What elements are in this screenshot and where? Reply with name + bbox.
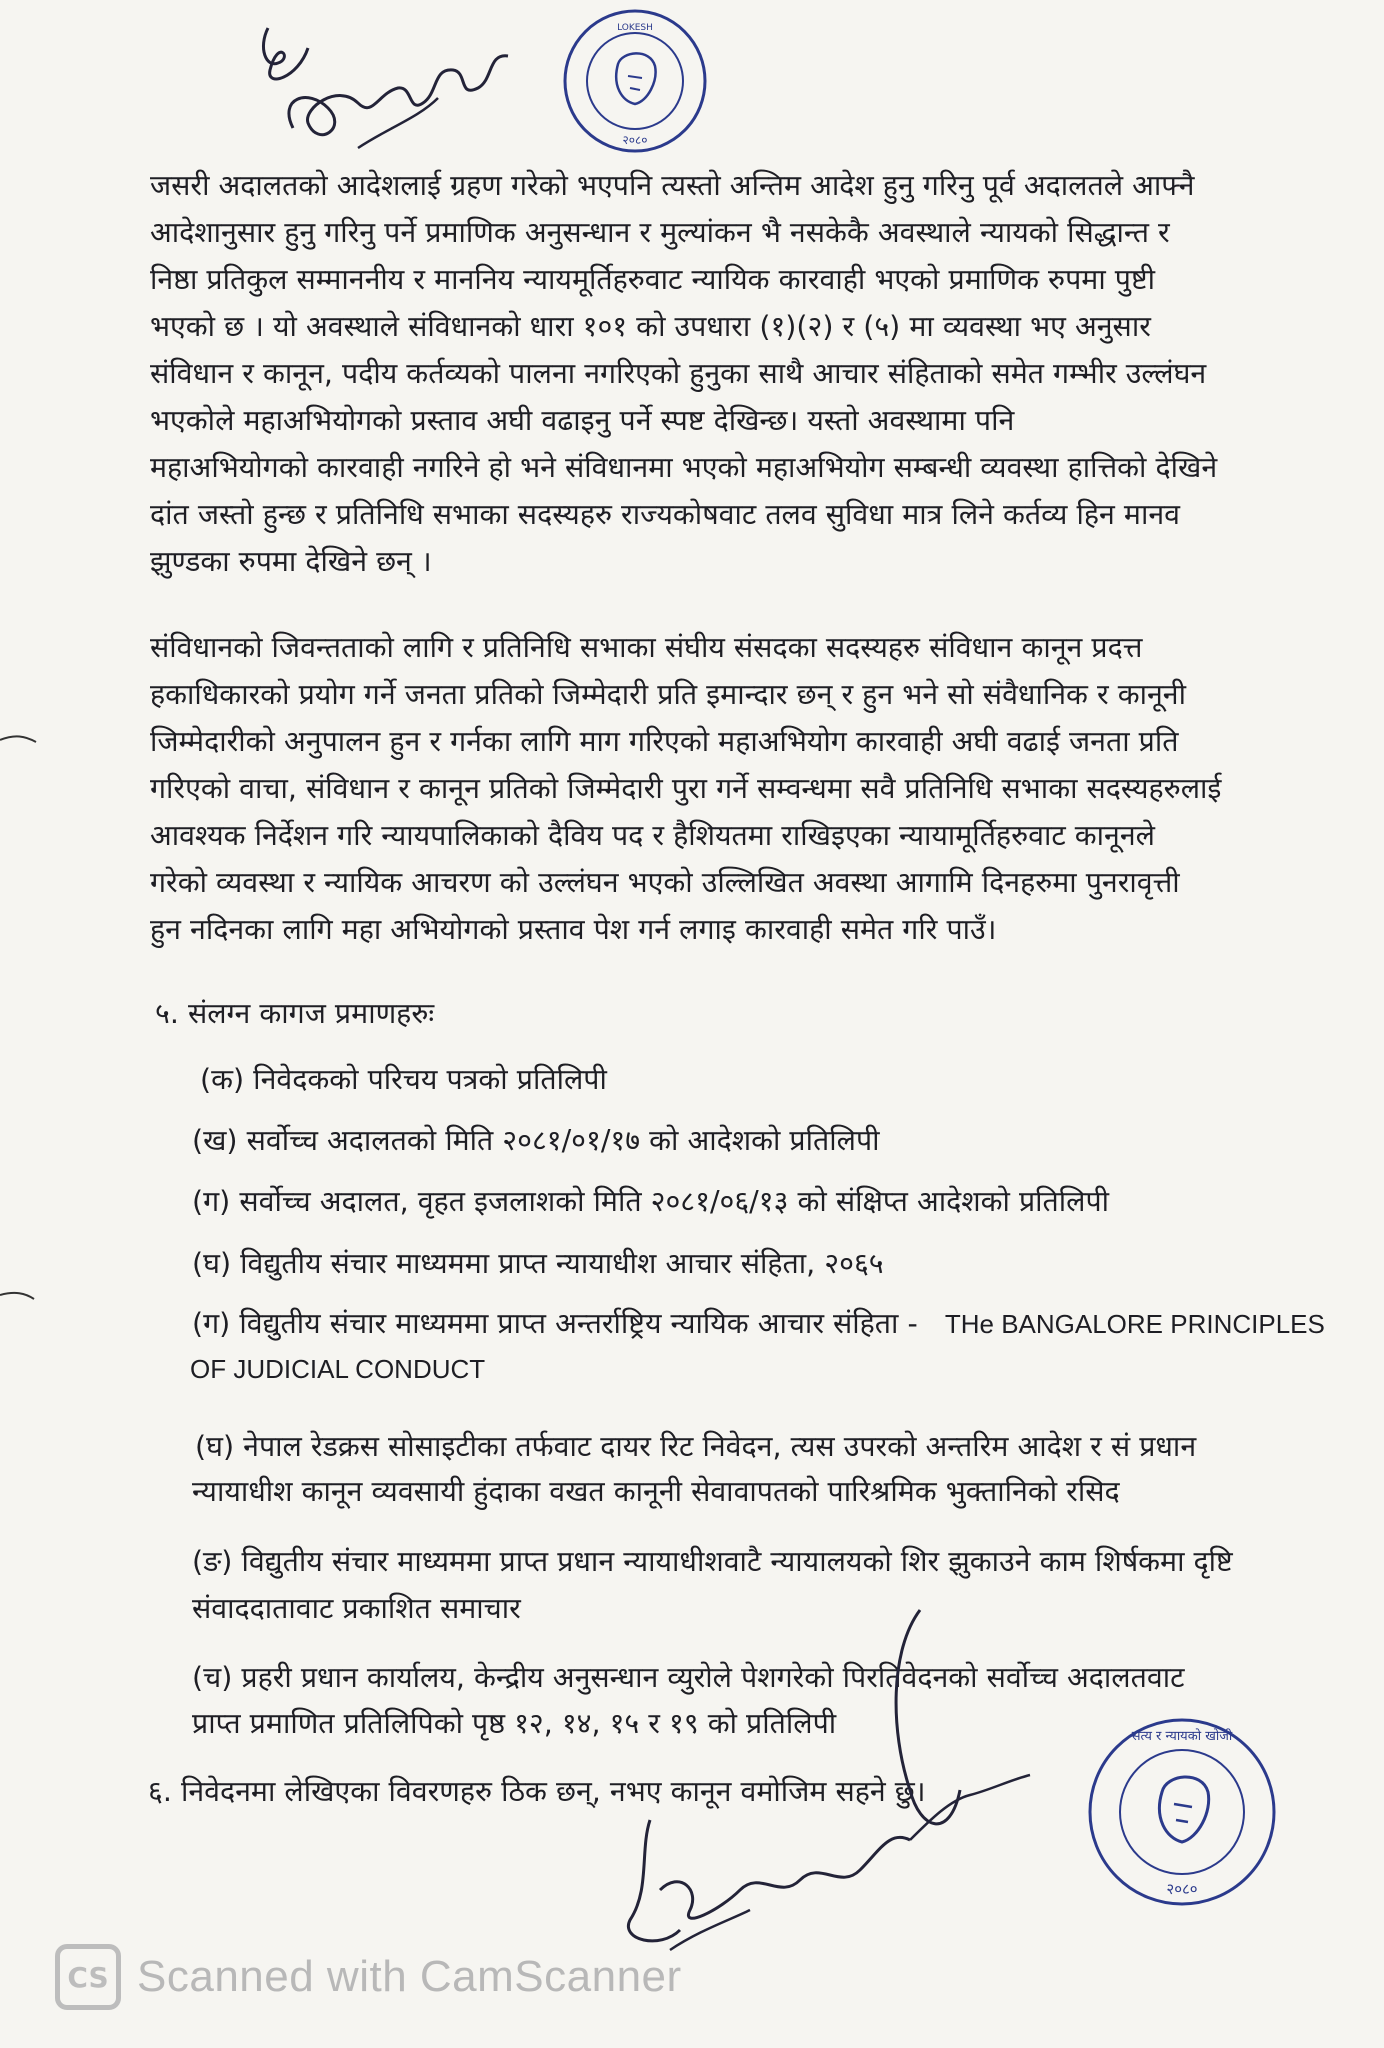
paragraph-1-line: महाअभियोगको कारवाही नगरिने हो भने संविधानमा भएको महाअभियोग सम्बन्धी व्यवस्था हात्तिको देखिने — [150, 451, 1218, 484]
paragraph-2-line: संविधानको जिवन्तताको लागि र प्रतिनिधि सभाका संघीय संसदका सदस्यहरु संविधान कानून प्रदत्त — [150, 631, 1143, 664]
camscanner-watermark-text: Scanned with CamScanner — [137, 1952, 682, 2001]
attachment-ga-2-nepali: (ग) विद्युतीय संचार माध्यममा प्राप्त अन्तर्राष्ट्रिय न्यायिक आचार संहिता - — [192, 1307, 918, 1340]
paragraph-1-line: निष्ठा प्रतिकुल सम्माननीय र माननिय न्यायमूर्तिहरुवाट न्यायिक कारवाही भएको प्रमाणिक रुपमा पुष्टी — [150, 263, 1155, 296]
attachment-ka: (क) निवेदकको परिचय पत्रको प्रतिलिपी — [200, 1063, 607, 1096]
paragraph-1 — [150, 162, 1380, 585]
section-6-declaration: ६. निवेदनमा लेखिएका विवरणहरु ठिक छन्, नभए कानून वमोजिम सहने छु। — [148, 1775, 926, 1808]
edge-mark-left-2 — [0, 1285, 40, 1305]
attachment-ga-2-line2: OF JUDICIAL CONDUCT — [190, 1354, 486, 1384]
attachment-cha-line1: (च) प्रहरी प्रधान कार्यालय, केन्द्रीय अनुसन्धान व्युरोले पेशगरेको पिरतिवेदनको सर्वोच्च अदालतवाट — [192, 1661, 1185, 1694]
stamp-ring-text: सत्य र न्यायको खोजी — [1131, 1729, 1233, 1744]
paragraph-2 — [150, 624, 1380, 953]
attachment-ga: (ग) सर्वोच्च अदालत, वृहत इजलाशको मिति २०८१/०६/१३ को संक्षिप्त आदेशको प्रतिलिपी — [192, 1185, 1110, 1218]
paragraph-2-line: जिम्मेदारीको अनुपालन हुन र गर्नका लागि माग गरिएको महाअभियोग कारवाही अघी वढाई जनता प्रति — [150, 725, 1179, 758]
paragraph-2-line: हकाधिकारको प्रयोग गर्ने जनता प्रतिको जिम्मेदारी प्रति इमान्दार छन् र हुन भने सो संवैधानिक र कानूनी — [150, 678, 1186, 711]
camscanner-watermark — [55, 1942, 682, 2012]
paragraph-2-line: आवश्यक निर्देशन गरि न्यायपालिकाको दैविय पद र हैशियतमा राखिइएका न्यायामूर्तिहरुवाट कानूनले — [150, 819, 1155, 852]
attachment-nga-line1: (ङ) विद्युतीय संचार माध्यममा प्राप्त प्रधान न्यायाधीशवाटै न्यायालयको शिर झुकाउने काम शिर्षकमा दृष्टि — [192, 1545, 1233, 1578]
paragraph-1-line: जसरी अदालतको आदेशलाई ग्रहण गरेको भएपनि त्यस्तो अन्तिम आदेश हुनु गरिनु पूर्व अदालतले आफ्नै — [150, 169, 1195, 202]
attachment-gha-2-line1: (घ) नेपाल रेडक्रस सोसाइटीका तर्फवाट दायर रिट निवेदन, त्यस उपरको अन्तरिम आदेश र सं प्रधान — [195, 1430, 1197, 1463]
stamp-bottom-year: २०८० — [1166, 1880, 1198, 1898]
paragraph-2-line: हुन नदिनका लागि महा अभियोगको प्रस्ताव पेश गर्न लगाइ कारवाही समेत गरि पाउँ। — [150, 913, 997, 946]
camscanner-logo-icon: CS — [55, 1944, 121, 2010]
paragraph-1-line: भएकोले महाअभियोगको प्रस्ताव अघी वढाइनु पर्ने स्पष्ट देखिन्छ। यस्तो अवस्थामा पनि — [150, 404, 1015, 437]
paragraph-1-line: झुण्डका रुपमा देखिने छन् । — [150, 545, 432, 578]
attachment-ga-2-line1 — [192, 1300, 1325, 1348]
section-5-heading: ५. संलग्न कागज प्रमाणहरुः — [155, 997, 435, 1030]
stamp-inner-text: LOKESH — [617, 23, 653, 33]
edge-mark-left-1 — [0, 730, 40, 750]
paragraph-2-line: गरेको व्यवस्था र न्यायिक आचरण को उल्लंघन भएको उल्लिखित अवस्था आगामि दिनहरुमा पुनरावृत्ती — [150, 866, 1180, 899]
official-stamp-top — [560, 6, 710, 156]
paragraph-1-line: भएको छ । यो अवस्थाले संविधानको धारा १०१ को उपधारा (१)(२) र (५) मा व्यवस्था भए अनुसार — [150, 310, 1151, 343]
paragraph-1-line: दांत जस्तो हुन्छ र प्रतिनिधि सभाका सदस्यहरु राज्यकोषवाट तलव सुविधा मात्र लिने कर्तव्य हिन मानव — [150, 498, 1180, 531]
paragraph-2-line: गरिएको वाचा, संविधान र कानून प्रतिको जिम्मेदारी पुरा गर्ने सम्वन्धमा सवै प्रतिनिधि सभाका सदस्यहरुलाई — [150, 772, 1222, 805]
attachment-ga-2-english: THe BANGALORE PRINCIPLES — [944, 1309, 1325, 1339]
paragraph-1-line: आदेशानुसार हुनु गरिनु पर्ने प्रमाणिक अनुसन्धान र मुल्यांकन भै नसकेकै अवस्थाले न्यायको सिद्धान्त र — [150, 216, 1170, 249]
official-stamp-bottom — [1082, 1712, 1282, 1912]
attachment-gha-2-line2: न्यायाधीश कानून व्यवसायी हुंदाका वखत कानूनी सेवावापतको पारिश्रमिक भुक्तानिको रसिद — [192, 1475, 1120, 1508]
attachment-cha-line2: प्राप्त प्रमाणित प्रतिलिपिको पृष्ठ १२, १४, १५ र १९ को प्रतिलिपी — [192, 1707, 837, 1740]
paragraph-1-line: संविधान र कानून, पदीय कर्तव्यको पालना नगरिएको हुनुका साथै आचार संहिताको समेत गम्भीर उल्लंघन — [150, 357, 1207, 390]
attachment-kha: (ख) सर्वोच्च अदालतको मिति २०८१/०१/१७ को आदेशको प्रतिलिपी — [192, 1124, 880, 1157]
attachment-nga-line2: संवाददातावाट प्रकाशित समाचार — [192, 1592, 521, 1625]
stamp-year: २०८० — [622, 133, 648, 147]
signature-top — [238, 8, 568, 158]
attachment-gha: (घ) विद्युतीय संचार माध्यममा प्राप्त न्यायाधीश आचार संहिता, २०६५ — [192, 1247, 884, 1280]
signature-bottom — [590, 1590, 1050, 1970]
